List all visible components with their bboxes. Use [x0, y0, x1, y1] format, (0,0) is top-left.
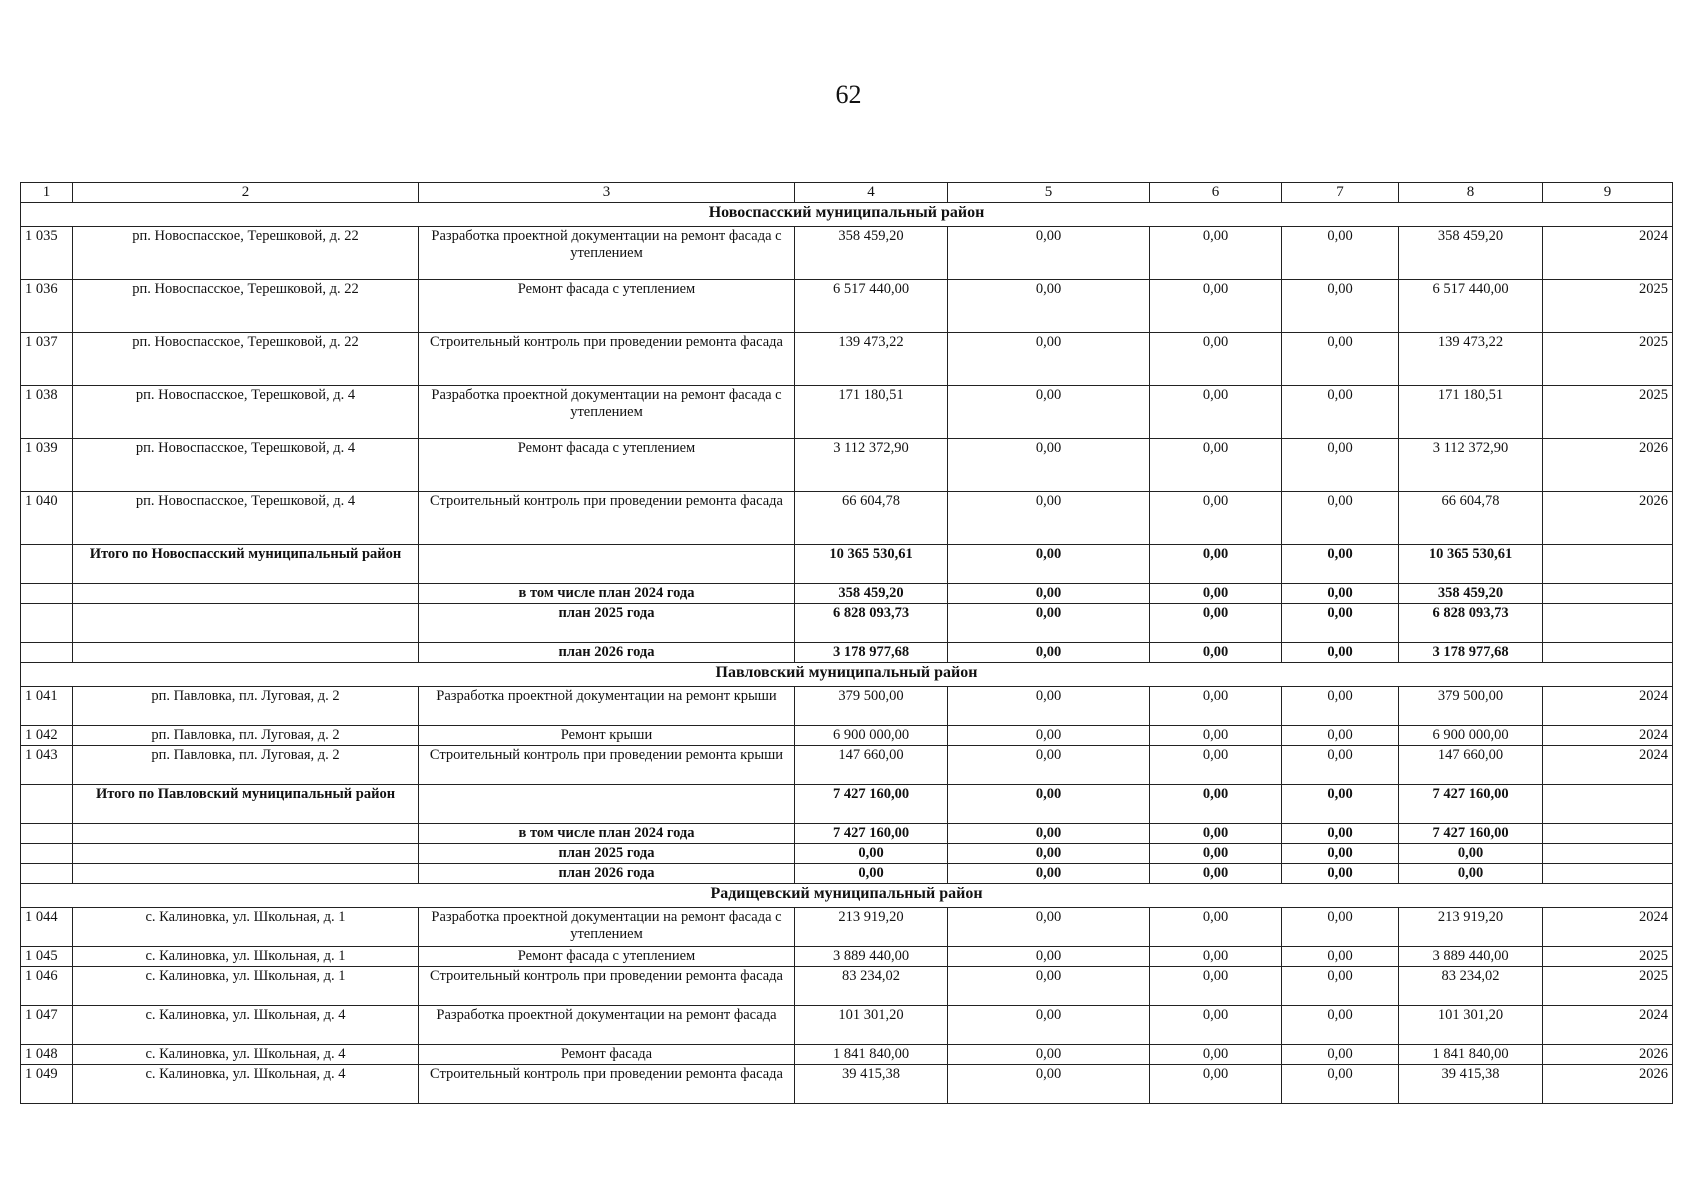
column-number-4: 4: [795, 183, 948, 203]
row-year: 2025: [1543, 386, 1673, 439]
row-value-5: 0,00: [948, 439, 1150, 492]
total-value-4: 358 459,20: [795, 584, 948, 604]
table-row: [21, 908, 1673, 947]
row-value-6: 0,00: [1150, 947, 1282, 967]
row-value-4: 83 234,02: [795, 967, 948, 1006]
total-label: [73, 824, 419, 844]
row-address: с. Калиновка, ул. Школьная, д. 4: [73, 1065, 419, 1104]
total-value-8: 0,00: [1399, 864, 1543, 884]
row-value-5: 0,00: [948, 687, 1150, 726]
total-value-6: 0,00: [1150, 844, 1282, 864]
row-work-type: Разработка проектной документации на ремонт фасада с утеплением: [419, 386, 795, 439]
row-code: 1 047: [21, 1006, 73, 1045]
row-value-8: 379 500,00: [1399, 687, 1543, 726]
row-year: 2024: [1543, 746, 1673, 785]
row-value-5: 0,00: [948, 333, 1150, 386]
row-value-7: 0,00: [1282, 439, 1399, 492]
total-row: [21, 844, 1673, 864]
total-value-7: 0,00: [1282, 864, 1399, 884]
table-row: [21, 1006, 1673, 1045]
row-value-6: 0,00: [1150, 1065, 1282, 1104]
row-work-type: Строительный контроль при проведении ремонта фасада: [419, 967, 795, 1006]
row-work-type: Разработка проектной документации на ремонт крыши: [419, 687, 795, 726]
row-value-8: 6 900 000,00: [1399, 726, 1543, 746]
row-work-type: Строительный контроль при проведении ремонта фасада: [419, 492, 795, 545]
row-address: с. Калиновка, ул. Школьная, д. 1: [73, 967, 419, 1006]
row-value-4: 3 112 372,90: [795, 439, 948, 492]
row-value-7: 0,00: [1282, 1065, 1399, 1104]
row-work-type: Разработка проектной документации на ремонт фасада: [419, 1006, 795, 1045]
total-label: Итого по Новоспасский муниципальный район: [73, 545, 419, 584]
row-value-8: 6 517 440,00: [1399, 280, 1543, 333]
row-value-8: 1 841 840,00: [1399, 1045, 1543, 1065]
row-value-4: 39 415,38: [795, 1065, 948, 1104]
row-code: 1 049: [21, 1065, 73, 1104]
section-header-row: [21, 663, 1673, 687]
row-work-type: Строительный контроль при проведении ремонта фасада: [419, 333, 795, 386]
total-code: [21, 824, 73, 844]
row-value-7: 0,00: [1282, 687, 1399, 726]
row-value-6: 0,00: [1150, 227, 1282, 280]
row-value-5: 0,00: [948, 227, 1150, 280]
total-year: [1543, 864, 1673, 884]
total-value-5: 0,00: [948, 844, 1150, 864]
row-year: 2024: [1543, 687, 1673, 726]
total-year: [1543, 643, 1673, 663]
row-code: 1 046: [21, 967, 73, 1006]
row-code: 1 040: [21, 492, 73, 545]
row-value-4: 213 919,20: [795, 908, 948, 947]
total-code: [21, 844, 73, 864]
total-value-5: 0,00: [948, 785, 1150, 824]
total-label: [73, 584, 419, 604]
row-value-7: 0,00: [1282, 947, 1399, 967]
total-value-7: 0,00: [1282, 824, 1399, 844]
column-number-3: 3: [419, 183, 795, 203]
total-year: [1543, 545, 1673, 584]
row-value-5: 0,00: [948, 908, 1150, 947]
row-value-6: 0,00: [1150, 386, 1282, 439]
total-row: [21, 643, 1673, 663]
total-value-8: 7 427 160,00: [1399, 824, 1543, 844]
column-number-7: 7: [1282, 183, 1399, 203]
row-value-6: 0,00: [1150, 1045, 1282, 1065]
row-work-type: Ремонт фасада с утеплением: [419, 280, 795, 333]
row-value-6: 0,00: [1150, 908, 1282, 947]
row-address: рп. Новоспасское, Терешковой, д. 22: [73, 333, 419, 386]
total-row: [21, 604, 1673, 643]
row-value-8: 213 919,20: [1399, 908, 1543, 947]
total-year: [1543, 785, 1673, 824]
total-value-5: 0,00: [948, 864, 1150, 884]
total-value-4: 0,00: [795, 864, 948, 884]
row-value-5: 0,00: [948, 967, 1150, 1006]
total-value-6: 0,00: [1150, 584, 1282, 604]
total-value-7: 0,00: [1282, 643, 1399, 663]
table-row: [21, 1065, 1673, 1104]
total-value-6: 0,00: [1150, 604, 1282, 643]
row-value-6: 0,00: [1150, 726, 1282, 746]
page-number: 62: [835, 80, 862, 109]
row-value-5: 0,00: [948, 746, 1150, 785]
total-value-8: 358 459,20: [1399, 584, 1543, 604]
total-label: [73, 604, 419, 643]
total-value-6: 0,00: [1150, 785, 1282, 824]
row-work-type: Строительный контроль при проведении ремонта фасада: [419, 1065, 795, 1104]
row-address: с. Калиновка, ул. Школьная, д. 4: [73, 1045, 419, 1065]
row-value-8: 139 473,22: [1399, 333, 1543, 386]
table-row: [21, 746, 1673, 785]
total-row: [21, 864, 1673, 884]
total-value-8: 10 365 530,61: [1399, 545, 1543, 584]
total-value-8: 6 828 093,73: [1399, 604, 1543, 643]
total-value-8: 0,00: [1399, 844, 1543, 864]
row-year: 2025: [1543, 947, 1673, 967]
row-value-4: 101 301,20: [795, 1006, 948, 1045]
row-value-8: 39 415,38: [1399, 1065, 1543, 1104]
total-value-7: 0,00: [1282, 604, 1399, 643]
table-row: [21, 967, 1673, 1006]
row-address: с. Калиновка, ул. Школьная, д. 4: [73, 1006, 419, 1045]
row-code: 1 043: [21, 746, 73, 785]
section-title: Павловский муниципальный район: [21, 663, 1673, 687]
total-plan-label: план 2026 года: [419, 864, 795, 884]
row-address: рп. Павловка, пл. Луговая, д. 2: [73, 687, 419, 726]
row-address: рп. Новоспасское, Терешковой, д. 4: [73, 492, 419, 545]
row-address: рп. Новоспасское, Терешковой, д. 22: [73, 227, 419, 280]
row-value-8: 3 889 440,00: [1399, 947, 1543, 967]
row-value-4: 3 889 440,00: [795, 947, 948, 967]
row-value-7: 0,00: [1282, 746, 1399, 785]
row-value-6: 0,00: [1150, 967, 1282, 1006]
table-row: [21, 726, 1673, 746]
row-value-7: 0,00: [1282, 280, 1399, 333]
total-value-8: 3 178 977,68: [1399, 643, 1543, 663]
row-value-4: 6 900 000,00: [795, 726, 948, 746]
total-label: Итого по Павловский муниципальный район: [73, 785, 419, 824]
row-year: 2024: [1543, 227, 1673, 280]
row-value-8: 83 234,02: [1399, 967, 1543, 1006]
row-year: 2025: [1543, 333, 1673, 386]
total-value-5: 0,00: [948, 643, 1150, 663]
total-value-7: 0,00: [1282, 584, 1399, 604]
row-value-4: 358 459,20: [795, 227, 948, 280]
row-value-7: 0,00: [1282, 1045, 1399, 1065]
table-row: [21, 1045, 1673, 1065]
total-label: [73, 643, 419, 663]
total-year: [1543, 584, 1673, 604]
row-work-type: Разработка проектной документации на ремонт фасада с утеплением: [419, 227, 795, 280]
row-year: 2026: [1543, 492, 1673, 545]
column-number-8: 8: [1399, 183, 1543, 203]
row-work-type: Разработка проектной документации на ремонт фасада с утеплением: [419, 908, 795, 947]
row-value-8: 66 604,78: [1399, 492, 1543, 545]
row-value-6: 0,00: [1150, 746, 1282, 785]
total-value-4: 7 427 160,00: [795, 785, 948, 824]
row-value-4: 147 660,00: [795, 746, 948, 785]
table-row: [21, 333, 1673, 386]
column-number-row: [21, 183, 1673, 203]
row-value-6: 0,00: [1150, 492, 1282, 545]
row-value-6: 0,00: [1150, 333, 1282, 386]
row-value-7: 0,00: [1282, 227, 1399, 280]
table-row: [21, 439, 1673, 492]
total-label: [73, 844, 419, 864]
total-code: [21, 584, 73, 604]
row-year: 2024: [1543, 726, 1673, 746]
row-year: 2025: [1543, 967, 1673, 1006]
row-code: 1 045: [21, 947, 73, 967]
total-value-4: 3 178 977,68: [795, 643, 948, 663]
total-row: [21, 545, 1673, 584]
row-value-7: 0,00: [1282, 967, 1399, 1006]
section-header-row: [21, 203, 1673, 227]
total-row: [21, 584, 1673, 604]
row-code: 1 044: [21, 908, 73, 947]
total-year: [1543, 604, 1673, 643]
total-plan-label: [419, 785, 795, 824]
table-row: [21, 386, 1673, 439]
total-value-7: 0,00: [1282, 844, 1399, 864]
row-year: 2026: [1543, 1065, 1673, 1104]
row-value-5: 0,00: [948, 726, 1150, 746]
row-value-5: 0,00: [948, 1065, 1150, 1104]
section-title: Радищевский муниципальный район: [21, 884, 1673, 908]
row-address: рп. Новоспасское, Терешковой, д. 22: [73, 280, 419, 333]
total-code: [21, 604, 73, 643]
table-row: [21, 280, 1673, 333]
row-value-7: 0,00: [1282, 492, 1399, 545]
row-year: 2025: [1543, 280, 1673, 333]
total-value-6: 0,00: [1150, 864, 1282, 884]
total-value-5: 0,00: [948, 604, 1150, 643]
section-header-row: [21, 884, 1673, 908]
total-value-4: 0,00: [795, 844, 948, 864]
row-value-4: 379 500,00: [795, 687, 948, 726]
total-plan-label: в том числе план 2024 года: [419, 824, 795, 844]
total-plan-label: в том числе план 2024 года: [419, 584, 795, 604]
total-plan-label: план 2026 года: [419, 643, 795, 663]
total-value-7: 0,00: [1282, 785, 1399, 824]
total-plan-label: план 2025 года: [419, 844, 795, 864]
row-value-6: 0,00: [1150, 439, 1282, 492]
row-address: рп. Новоспасское, Терешковой, д. 4: [73, 386, 419, 439]
row-value-5: 0,00: [948, 492, 1150, 545]
row-work-type: Ремонт фасада с утеплением: [419, 947, 795, 967]
row-value-8: 101 301,20: [1399, 1006, 1543, 1045]
total-code: [21, 643, 73, 663]
row-value-5: 0,00: [948, 280, 1150, 333]
table-row: [21, 227, 1673, 280]
table-row: [21, 947, 1673, 967]
row-value-4: 139 473,22: [795, 333, 948, 386]
row-address: с. Калиновка, ул. Школьная, д. 1: [73, 908, 419, 947]
section-title: Новоспасский муниципальный район: [21, 203, 1673, 227]
column-number-5: 5: [948, 183, 1150, 203]
total-value-4: 6 828 093,73: [795, 604, 948, 643]
total-plan-label: план 2025 года: [419, 604, 795, 643]
row-value-7: 0,00: [1282, 1006, 1399, 1045]
total-value-6: 0,00: [1150, 643, 1282, 663]
total-value-4: 7 427 160,00: [795, 824, 948, 844]
total-year: [1543, 824, 1673, 844]
total-code: [21, 545, 73, 584]
row-address: рп. Павловка, пл. Луговая, д. 2: [73, 726, 419, 746]
row-value-7: 0,00: [1282, 333, 1399, 386]
total-value-6: 0,00: [1150, 545, 1282, 584]
total-value-4: 10 365 530,61: [795, 545, 948, 584]
column-number-9: 9: [1543, 183, 1673, 203]
row-code: 1 042: [21, 726, 73, 746]
row-year: 2024: [1543, 908, 1673, 947]
total-year: [1543, 844, 1673, 864]
row-work-type: Ремонт крыши: [419, 726, 795, 746]
row-value-4: 171 180,51: [795, 386, 948, 439]
row-work-type: Строительный контроль при проведении ремонта крыши: [419, 746, 795, 785]
row-year: 2024: [1543, 1006, 1673, 1045]
row-value-7: 0,00: [1282, 908, 1399, 947]
total-value-5: 0,00: [948, 824, 1150, 844]
row-value-5: 0,00: [948, 1006, 1150, 1045]
total-code: [21, 864, 73, 884]
table-row: [21, 492, 1673, 545]
total-row: [21, 824, 1673, 844]
row-value-8: 358 459,20: [1399, 227, 1543, 280]
total-value-5: 0,00: [948, 584, 1150, 604]
row-value-4: 66 604,78: [795, 492, 948, 545]
row-value-6: 0,00: [1150, 687, 1282, 726]
row-code: 1 036: [21, 280, 73, 333]
row-value-5: 0,00: [948, 1045, 1150, 1065]
row-work-type: Ремонт фасада: [419, 1045, 795, 1065]
row-address: рп. Новоспасское, Терешковой, д. 4: [73, 439, 419, 492]
row-value-6: 0,00: [1150, 280, 1282, 333]
capital-repair-table: [20, 182, 1673, 1104]
row-value-6: 0,00: [1150, 1006, 1282, 1045]
row-code: 1 039: [21, 439, 73, 492]
row-address: рп. Павловка, пл. Луговая, д. 2: [73, 746, 419, 785]
row-address: с. Калиновка, ул. Школьная, д. 1: [73, 947, 419, 967]
total-plan-label: [419, 545, 795, 584]
row-work-type: Ремонт фасада с утеплением: [419, 439, 795, 492]
row-code: 1 037: [21, 333, 73, 386]
table-row: [21, 687, 1673, 726]
total-value-5: 0,00: [948, 545, 1150, 584]
total-row: [21, 785, 1673, 824]
row-value-8: 171 180,51: [1399, 386, 1543, 439]
total-label: [73, 864, 419, 884]
row-value-7: 0,00: [1282, 726, 1399, 746]
column-number-1: 1: [21, 183, 73, 203]
row-year: 2026: [1543, 1045, 1673, 1065]
row-code: 1 035: [21, 227, 73, 280]
total-code: [21, 785, 73, 824]
total-value-6: 0,00: [1150, 824, 1282, 844]
row-year: 2026: [1543, 439, 1673, 492]
row-code: 1 041: [21, 687, 73, 726]
row-value-5: 0,00: [948, 386, 1150, 439]
table-body: [21, 183, 1673, 1104]
row-value-7: 0,00: [1282, 386, 1399, 439]
row-value-8: 3 112 372,90: [1399, 439, 1543, 492]
row-value-4: 1 841 840,00: [795, 1045, 948, 1065]
total-value-8: 7 427 160,00: [1399, 785, 1543, 824]
row-code: 1 048: [21, 1045, 73, 1065]
row-value-4: 6 517 440,00: [795, 280, 948, 333]
row-value-8: 147 660,00: [1399, 746, 1543, 785]
row-value-5: 0,00: [948, 947, 1150, 967]
column-number-6: 6: [1150, 183, 1282, 203]
total-value-7: 0,00: [1282, 545, 1399, 584]
row-code: 1 038: [21, 386, 73, 439]
column-number-2: 2: [73, 183, 419, 203]
